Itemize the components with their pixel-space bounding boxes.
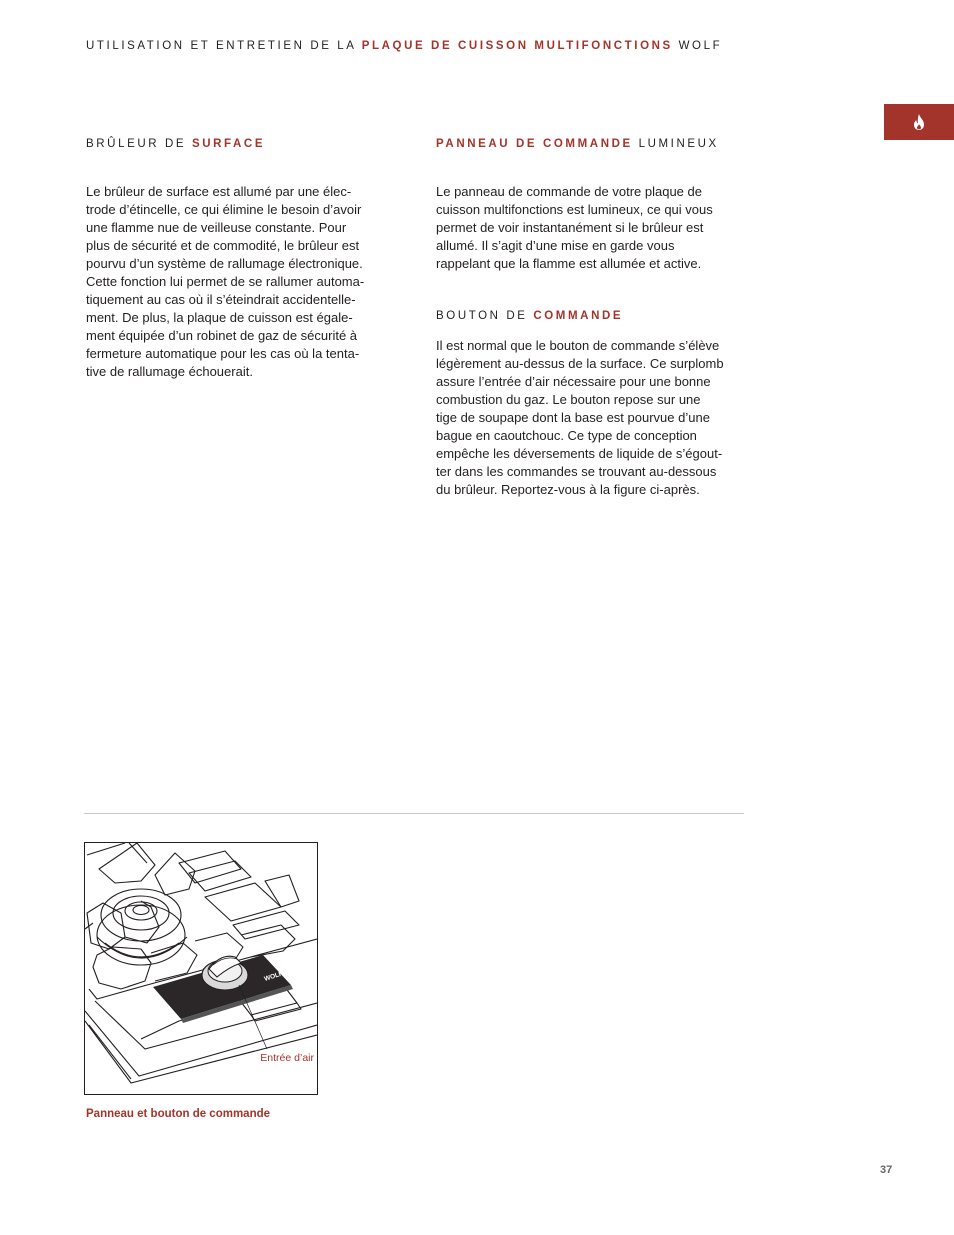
page-number: 37 [880,1164,893,1176]
control-knob-title: BOUTON DE COMMANDE [436,310,624,322]
flame-icon [912,113,926,131]
cooktop-illustration [84,842,318,1095]
panel-brand-label: WOLF [263,970,284,983]
divider [84,813,744,814]
header-prefix: UTILISATION ET ENTRETIEN DE LA [86,40,356,52]
control-knob-text: Il est normal que le bouton de commande s’élève légèrement au-dessus de la surface. Ce surplomb assure l’entrée d’air nécessaire pour une bonne combustion du gaz. Le bouton repose sur une tige de soupape dont la base est pourvue d’une bague en caoutchouc. Ce type de conception empêche les déversements de liquide de s’égout- ter dans les commandes se trouvant au-dessous du brûleur. Reportez-vous à la figure ci-après. [436,338,724,497]
section-tab [884,104,954,140]
control-panel-text: Le panneau de commande de votre plaque de cuisson multifonctions est lumineux, ce qui vous permet de voir instantanément si le brûleur est allumé. Il s’agit d’une mise en garde vous rappelant que la flamme est allumée et active. [436,184,713,271]
control-panel-title: PANNEAU DE COMMANDE LUMINEUX [436,138,719,150]
air-intake-callout: Entrée d’air [260,1052,314,1064]
header-product: PLAQUE DE CUISSON MULTIFONCTIONS [361,40,673,52]
surface-burner-text: Le brûleur de surface est allumé par une élec- trode d’étincelle, ce qui élimine le besoin d’avoir une flamme nue de veilleuse constante. Pour plus de sécurité et de commodité, le brûleur est pourvu d’un système de rallumage électronique. Cette fonction lui permet de se rallumer automa- tiquement au cas où il s’éteindrait accidentelle- ment. De plus, la plaque de cuisson est égale- ment équipée d’un robinet de gaz de sécurité à fermeture automatique pour les cas où la tenta- tive de rallumage échouerait. [86,184,365,379]
surface-burner-title: BRÛLEUR DE SURFACE [86,138,266,150]
page-header [86,40,722,52]
header-brand: WOLF [678,40,723,52]
figure-caption: Panneau et bouton de commande [86,1108,271,1120]
